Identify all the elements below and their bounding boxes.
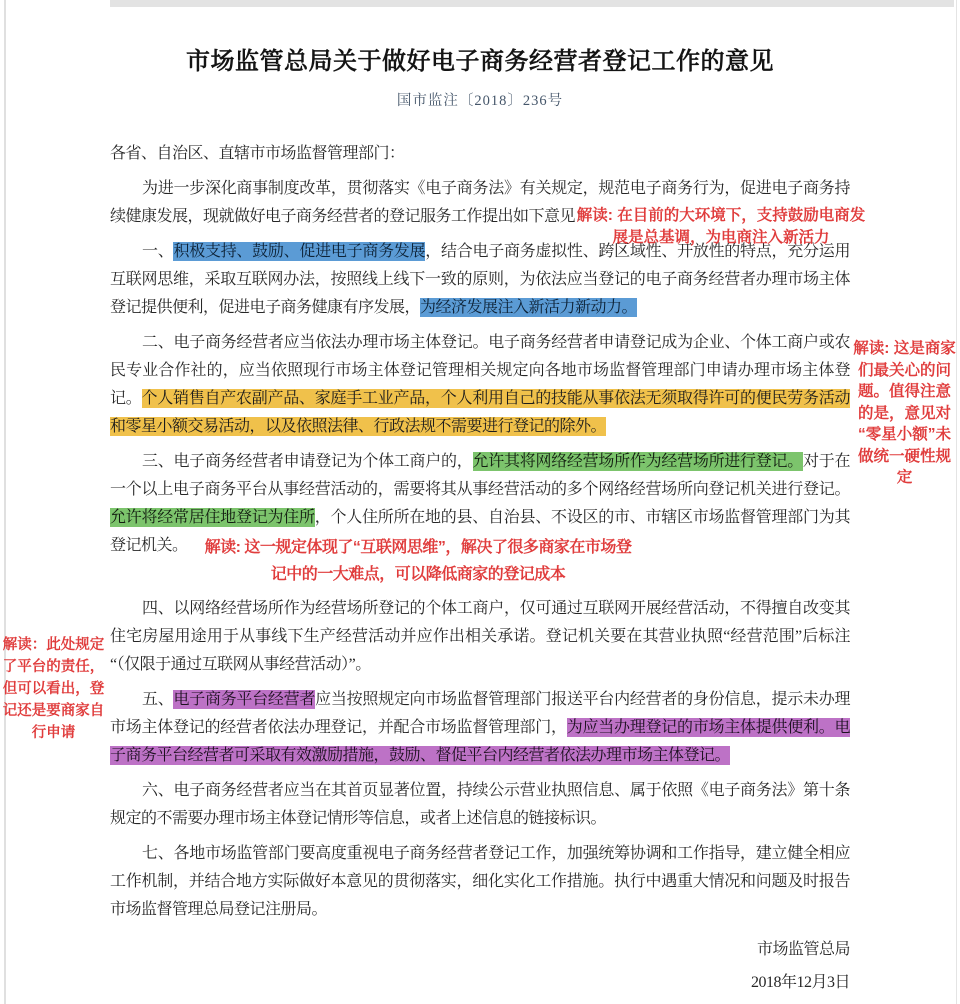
paragraph-item-5 (110, 686, 850, 770)
highlight-green: 允许将经常居住地登记为住所 (110, 509, 315, 526)
annotation-intro: 解读: 在目前的大环境下，支持鼓励电商发展是总基调，为电商注入新活力 (576, 207, 866, 246)
paragraph-item-7: 七、各地市场监管部门要高度重视电子商务经营者登记工作，加强统筹协调和工作指导，建立健全相应工作机制，并结合地方实际做好本意见的贯彻落实，细化实化工作措施。执行中遇重大情况和问题及时报告市场监督管理总局登记注册局。 (110, 845, 850, 918)
paragraph-item-4: 四、以网络经营场所作为经营场所登记的个体工商户，仅可通过互联网开展经营活动，不得擅自改变其住宅房屋用途用于从事线下生产经营活动并应作出相关承诺。登记机关要在其营业执照“经营范围”后标注“（仅限于通过互联网从事经营活动）”。 (110, 600, 850, 673)
text-segment: 三、电子商务经营者申请登记为个体工商户的， (142, 453, 473, 470)
scan-edge-right (956, 0, 957, 1004)
paragraph-item-1 (110, 238, 850, 322)
text-segment: 应当按照规定向市场监督管理部门报送平台内经营者的身份信息，提示未办理市场主体登记的经营者依法办理登记，并配合市场监督管理部门， (110, 691, 850, 736)
annotation-margin-right: 解读: 这是商家们最关心的问题。值得注意的是，意见对“零星小额”未做统一硬性规定 (853, 340, 956, 486)
text-segment: ，个人住所所在地的县、自治县、不设区的市、市辖区市场监督管理部门为其登记机关。 (110, 509, 850, 554)
scan-edge-left (4, 0, 6, 1004)
paragraph-item-6: 六、电子商务经营者应当在其首页显著位置，持续公示营业执照信息、属于依照《电子商务法》第十条规定的不需要办理市场主体登记情形等信息，或者上述信息的链接标识。 (110, 782, 850, 827)
text-segment: 五、 (142, 691, 174, 708)
highlight-blue: 为经济发展注入新活力新动力。 (420, 299, 638, 316)
highlight-purple: 电子商务平台经营者 (173, 691, 316, 708)
text-segment: 二、电子商务经营者应当依法办理市场主体登记。电子商务经营者申请登记成为企业、个体工商户或农民专业合作社的，应当依照现行市场主体登记管理相关规定向各地市场监督管理部门申请办理市场主体登记。 (110, 334, 850, 407)
signature-date: 2018年12月3日 (750, 974, 850, 991)
text-segment: 一、 (142, 243, 174, 260)
scan-edge-top (110, 0, 954, 7)
text-segment: ，结合电子商务虚拟性、跨区域性、开放性的特点，充分运用互联网思维，采取互联网办法，按照线上线下一致的原则，为依法应当登记的电子商务经营者办理市场主体登记提供便利，促进电子商务健康有序发展， (110, 243, 850, 316)
paragraph-intro: 为进一步深化商事制度改革，贯彻落实《电子商务法》有关规定，规范电子商务行为，促进电子商务持续健康发展，现就做好电子商务经营者的登记服务工作提出如下意见： (110, 180, 850, 225)
signature-block (110, 934, 850, 1000)
salutation: 各省、自治区、直辖市市场监督管理部门： (110, 145, 405, 162)
document-title: 市场监管总局关于做好电子商务经营者登记工作的意见 (186, 48, 774, 75)
paragraph-item-2 (110, 329, 850, 441)
signature-org: 市场监管总局 (756, 941, 850, 958)
highlight-green: 允许其将网络经营场所作为经营场所进行登记。 (472, 453, 803, 470)
highlight-purple: 为应当办理登记的市场主体提供便利。电子商务平台经营者可采取有效激励措施，鼓励、督促平台内经营者依法办理市场主体登记。 (110, 719, 850, 764)
annotation-item3: 解读: 这一规定体现了“互联网思维”，解决了很多商家在市场登记中的一大难点，可以降低商家的登记成本 (204, 539, 632, 583)
highlight-blue: 积极支持、鼓励、促进电子商务发展 (173, 243, 426, 260)
document-content (110, 46, 850, 1000)
text-segment: 对于在一个以上电子商务平台从事经营活动的，需要将其从事经营活动的多个网络经营场所向登记机关进行登记。 (110, 453, 850, 498)
document-number: 国市监注〔2018〕236号 (396, 93, 564, 109)
annotation-margin-left: 解读：此处规定了平台的责任，但可以看出，登记还是要商家自行申请 (2, 637, 105, 741)
highlight-yellow: 个人销售自产农副产品、家庭手工业产品，个人利用自己的技能从事依法无须取得许可的便民劳务活动和零星小额交易活动，以及依照法律、行政法规不需要进行登记的除外。 (110, 390, 850, 435)
